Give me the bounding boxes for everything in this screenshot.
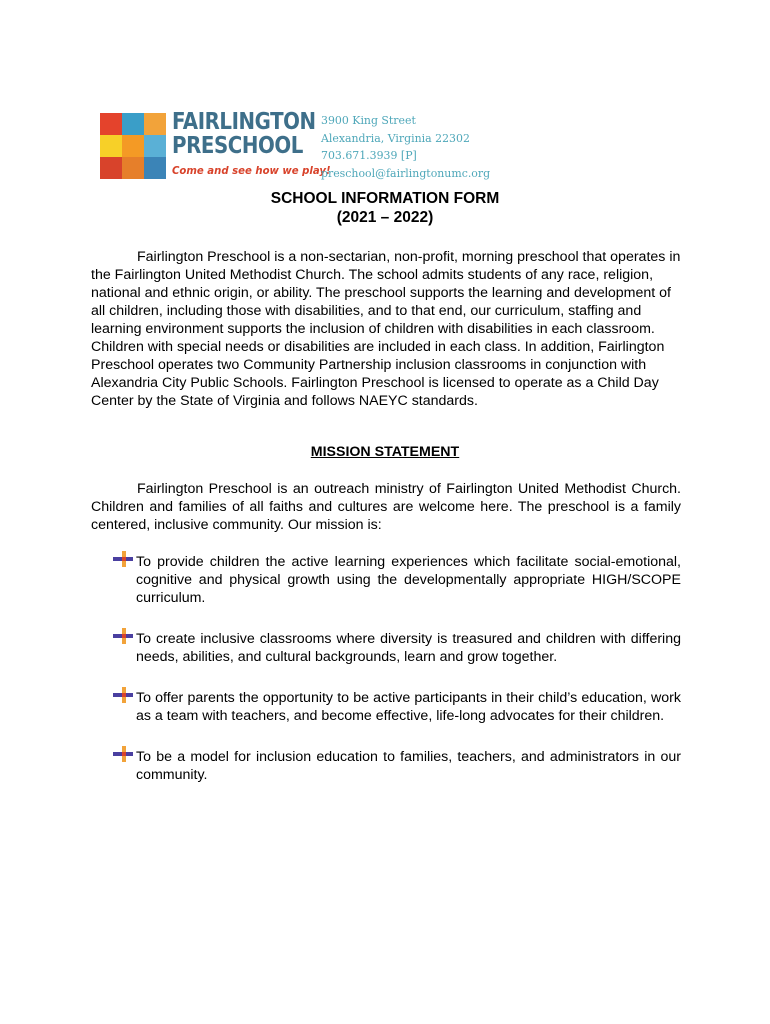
mission-bullet-list	[113, 553, 681, 784]
logo-wordmark	[172, 110, 316, 158]
logo-tile	[100, 135, 122, 157]
address-city: Alexandria, Virginia 22302	[321, 130, 470, 145]
logo-tile	[100, 113, 122, 135]
mission-bullet-text: To be a model for inclusion education to families, teachers, and administrators in our community.	[136, 749, 681, 783]
logo-tile	[100, 157, 122, 179]
logo-tile	[144, 135, 166, 157]
logo-line-2: PRESCHOOL	[172, 133, 303, 159]
plus-bullet-icon	[113, 687, 133, 703]
mission-intro-text: Fairlington Preschool is an outreach ministry of Fairlington United Methodist Church. Children and families of all faiths and cultures are welcome here. The preschool is a family centered, inclusive community. Our mission is:	[91, 481, 681, 533]
plus-bullet-icon	[113, 746, 133, 762]
plus-bullet-icon	[113, 628, 133, 644]
form-title	[0, 189, 770, 227]
mission-bullet-text: To offer parents the opportunity to be active participants in their child’s education, work as a team with teachers, and become effective, life-long advocates for their children.	[136, 690, 681, 724]
address-phone: 703.671.3939 [P]	[321, 148, 417, 162]
logo-tile	[144, 113, 166, 135]
logo-tile	[122, 113, 144, 135]
letterhead	[100, 110, 520, 182]
mission-intro-paragraph	[91, 480, 681, 534]
mission-bullet	[113, 630, 681, 666]
mission-bullet	[113, 553, 681, 607]
address-email: preschool@fairlingtonumc.org	[321, 165, 491, 180]
logo-tile	[122, 135, 144, 157]
logo-tile	[122, 157, 144, 179]
plus-bullet-icon	[113, 551, 133, 567]
form-title-line-1: SCHOOL INFORMATION FORM	[270, 190, 500, 207]
school-address	[321, 112, 499, 182]
address-street: 3900 King Street	[321, 113, 416, 127]
mission-bullet	[113, 689, 681, 725]
mission-heading: MISSION STATEMENT	[310, 444, 460, 460]
logo-tagline: Come and see how we play!	[172, 164, 331, 177]
intro-paragraph	[91, 248, 681, 410]
logo-tile	[144, 157, 166, 179]
mission-bullet	[113, 748, 681, 784]
form-title-line-2: (2021 – 2022)	[336, 209, 434, 226]
intro-text: Fairlington Preschool is a non-sectarian, non-profit, morning preschool that operates in the Fairlington United Methodist Church. The school admits students of any race, religion, national and ethnic origin, or ability. The preschool supports the learning and development of all children, including those with disabilities, and to that end, our curriculum, staffing and learning environment supports the inclusion of children with disabilities in each classroom. Children with special needs or disabilities are included in each class. In addition, Fairlington Preschool operates two Community Partnership inclusion classrooms in conjunction with Alexandria City Public Schools. Fairlington Preschool is licensed to operate as a Child Day Center by the State of Virginia and follows NAEYC standards.	[91, 249, 681, 409]
logo-icon	[100, 113, 166, 179]
mission-bullet-text: To provide children the active learning experiences which facilitate social-emotional, cognitive and physical growth using the developmentally appropriate HIGH/SCOPE curriculum.	[136, 554, 681, 606]
mission-bullet-text: To create inclusive classrooms where diversity is treasured and children with differing needs, abilities, and cultural backgrounds, learn and grow together.	[136, 631, 681, 665]
logo-line-1: FAIRLINGTON	[172, 109, 316, 135]
